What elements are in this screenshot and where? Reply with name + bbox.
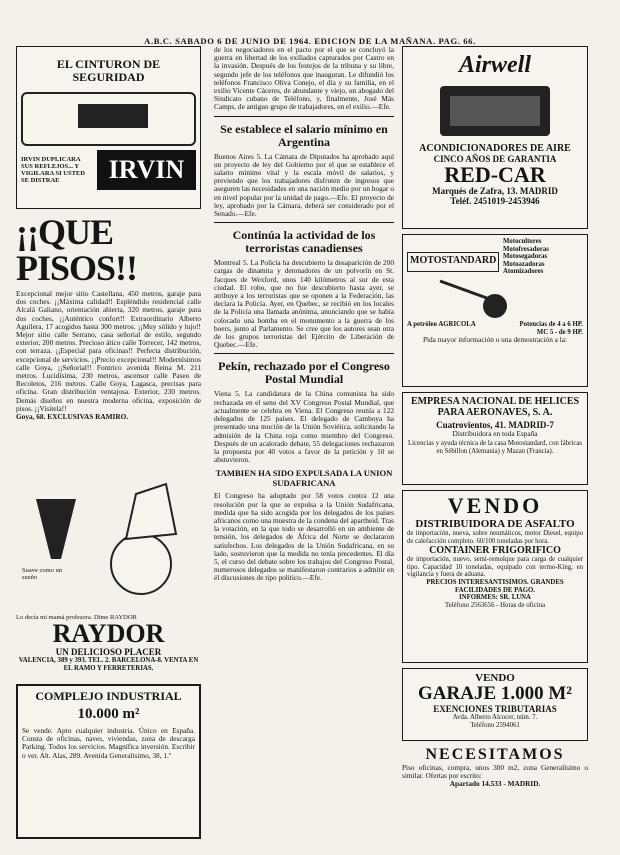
garaje-ad — [402, 668, 588, 741]
raydor-brand: RAYDOR — [52, 619, 165, 648]
column-right — [402, 46, 588, 851]
header-line: A.B.C. SABADO 6 DE JUNIO DE 1964. EDICION DE LA MAÑANA. PAG. 66. — [144, 36, 476, 46]
article-intro: de los negociadores en el pacto por el que se concluyó la guerra en libertad de los exiliados capturados por Castro en la invasión. Después de los festejos de la tribuna y su libre, segundo jefe de los teléfonos que inauguran. Le difundió los teléfonos Francisco Oliva Conejo, el día y su familia, en el exilio Vicente Cáceres, de abundante y viejo, un abogado del Sindicato cubano de Teléfono, y, finalmente, José Más Camps, de antiguo grupo de trabajadores, en el exilio.—Efe. — [214, 46, 394, 112]
raydor-ad — [16, 479, 201, 684]
vendo-title: VENDO — [447, 493, 543, 518]
vendo-container: CONTAINER FRIGORIFICO — [429, 545, 561, 557]
tractor-icon — [420, 276, 570, 321]
vendo-body: de importación, nueva, sobre neumáticos, motor Diesel, equipo de calefacción completo. 60/100 toneladas por hora. — [407, 530, 583, 545]
complejo-body: Se vende. Apto cualquier industria. Único en España. Consta de oficinas, naves, viviendas, zona de descarga Parking. Todos los servicios. Magnífica inversión. Escribir o ver. Alt. Alas, 289. Avenida Generalísimo, 38, 1.º — [22, 726, 195, 760]
helices-sub: Distribuidora en toda España — [452, 429, 538, 438]
pisos-body: Excepcional mejor sitio Castellana, 450 metros, garaje para dos coches. ¡¡Máxima calidad!! Espléndido residencial calle Alcalá Galiano, orientación abierta, 320 metros, garaje para dos coches, ¡¡Auténtico confort!! Extraordinario Alberto Aguilera, 17 acogidos hasta 300 metros. ¡¡Muy sólido y lujo!! Mejor sitio calle Serrano, casa señorial de estilo, segundo exterior, 200 metros. Precioso ático calle Torrecer, 142 metros, con terraza. ¡¡Especial para oficinas!! Perfecta distribución, excepcional de servicios. ¡¡Precio excepcional!! Modernísimos calle Goya, ¡¡Señorial!! Fontrico avenida Reina M. 211 metros. Lucidísima, 230 metros, ascensor calle Paseo de Recoletos, 216 metros. Calle Goya, Lagasca, precisas para oficina. Gran distribución ventajosa. Exterior, 230 metros. Demás diseños en nuestra moderna oficina, exposición de pisos. ¡¡Visítela!! — [16, 289, 201, 413]
airwell-line1: ACONDICIONADORES DE AIRE — [419, 143, 571, 154]
vendo-phone: Teléfono 2563656 - Horas de oficina — [444, 601, 546, 609]
helices-title: EMPRESA NACIONAL DE HELICES PARA AERONAVES, S. A. — [410, 396, 580, 418]
article-pekin: Viena 5. La candidatura de la China comunista ha sido rechazada en el seno del XV Congreso Postal Mundial, que actualmente se celebra en Viena. El Congreso reunía a 122 delegados de 125 países. El delegado de Camboya ha presentado una moción de la Unión Soviética, solicitando la admisión de la China roja como miembro del Congreso. Después de un acalorado debate, 55 delegaciones rechazaron la propuesta por 40 votos a favor de la petición y 10 se abstuvieron. — [214, 389, 394, 465]
subhead-sudafrica: TAMBIEN HA SIDO EXPULSADA LA UNION SUDAFRICANA — [215, 468, 393, 489]
air-conditioner-icon — [435, 81, 555, 141]
helices-ad — [402, 392, 588, 485]
moto-brand: MOTOSTANDARD — [407, 252, 499, 272]
airwell-brand: Airwell — [458, 52, 531, 78]
article-sudafrica: El Congreso ha adoptado por 58 votos contra 12 una resolución por la que se expulsa a la Unión Sudafricana, medida que ha sido acogida por los delegados de los países africanos como una muestra de la condena del apartheid. Tras la votación, en la que todo se desarrolló en un ambiente de tensión, los delegados de África del Norte se declararon satisfechos. Los delegados de la Unión Sudafricana, en su lado, sostuvieron que la medida no tenía precedentes. El día 5, el curso del debate sobre los trabajos del Congreso Postal, numerosos delegados se manifestaron contrarios a admitir en él discusiones de tipo político.—Efe. — [214, 491, 394, 583]
headline-canada: Continúa la actividad de los terroristas canadienses — [232, 228, 376, 256]
raydor-sub: UN DELICIOSO PLACER — [55, 647, 162, 657]
vendo-info: INFORMES: SR. LUNA — [459, 594, 531, 602]
column-left — [16, 46, 201, 851]
redcar-brand: RED-CAR — [444, 162, 546, 187]
pisos-ad — [16, 214, 201, 479]
rule — [214, 353, 394, 354]
moto-left: A petróleo AGRICOLA — [407, 320, 476, 328]
motostandard-ad — [402, 234, 588, 387]
lamp-icon — [36, 499, 76, 559]
moto-item: Motosegadoras — [503, 253, 548, 261]
article-canada: Montreal 5. La Policía ha descubierto la desaparición de 200 cargas de dinamita y detonadores de un polvorín en St. Jacques de Wexford, unos 140 kilómetros al sur de esta ciudad. El robo, que no fue descubierto hasta ayer, se atribuye a los terroristas que se oponen a la Federación, las declara la Policía. Ayer, en Quebec, se recibió en los locales de la Policía una llamada anónima, anunciando que se había colocado una bomba en el monumento a la guerra de los boers, junto al Parlamento. Se cree que los autores sean otra de los grupos terroristas del Ejército de Liberación de Quebec.—Efe. — [214, 258, 394, 350]
airwell-ad — [402, 46, 588, 229]
moto-items — [503, 238, 583, 276]
cinturon-text: IRVIN DUPLICARA SUS REFLEJOS... Y VIGILARA SI USTED SE DISTRAE — [21, 156, 85, 184]
raydor-tagline: Lo decía mi mamá profesora. Dime RAYDOR — [16, 614, 137, 621]
complejo-ad — [16, 684, 201, 839]
raydor-address: VALENCIA, 389 y 393. TEL. 2. BARCELONA-8. VENTA EN EL RAMO Y FERRETERIAS. — [18, 657, 199, 672]
moto-item: Motofresadoras — [503, 245, 549, 253]
moto-right: Potencias de 4 a 6 HP. MC 5 - de 9 HP. — [519, 320, 583, 336]
face-icon — [111, 534, 171, 594]
irvin-logo: IRVIN — [97, 150, 196, 190]
hat-icon — [126, 484, 176, 539]
moto-item: Motoazadoras — [503, 260, 545, 268]
necesitamos-body: Piso oficinas, compra, unos 300 m2, zona Generalísimo o similar. Ofertas por escrito: — [402, 763, 588, 781]
moto-middle — [407, 321, 583, 336]
garaje-title: GARAJE 1.000 M² — [418, 683, 572, 704]
rule — [214, 222, 394, 223]
complejo-size: 10.000 m² — [77, 706, 140, 722]
belt-illustration — [21, 92, 196, 146]
raydor-caption: Suave como un sueño — [22, 567, 63, 581]
buckle-icon — [78, 104, 148, 128]
raydor-illustration — [16, 479, 201, 609]
vendo-prices: PRECIOS INTERESANTISIMOS. GRANDES FACILIDADES DE PAGO. — [426, 578, 564, 594]
necesitamos-footer: Apartado 14.533 - MADRID. — [449, 779, 541, 789]
garaje-sub: EXENCIONES TRIBUTARIAS — [433, 704, 557, 714]
headline-pekin: Pekín, rechazado por el Congreso Postal Mundial — [218, 359, 390, 387]
moto-footer: Pida mayor información o una demostración a la: — [422, 335, 568, 345]
page-header — [0, 0, 620, 46]
moto-item: Atomizadores — [503, 268, 544, 276]
cinturon-ad — [16, 46, 201, 209]
necesitamos-title: NECESITAMOS — [425, 746, 565, 763]
article-argentina: Buenos Aires 5. La Cámara de Diputados ha aprobado aquí un proyecto de ley del Gobierno por el que se establece el salario mínimo vital y la escala móvil de salarios, y previendo que los trabajadores disfruten de ingresos que aseguren las necesidades en una nación medio por un hogar o en nivel popular por la unidad de pago.—Efe. El proyecto de ley, aprobado por la Cámara, deberá ser considerado por el Senado.—Efe. — [214, 151, 394, 219]
redcar-phone: Teléf. 2451019-2453946 — [450, 196, 540, 206]
moto-item: Motocultores — [503, 238, 542, 245]
pisos-headline: ¡¡QUE PISOS!! — [16, 214, 138, 288]
vendo-sub: DISTRIBUIDORA DE ASFALTO — [415, 518, 575, 530]
vendo-ad — [402, 490, 588, 663]
cinturon-footer — [21, 150, 196, 190]
column-center — [214, 46, 394, 851]
redcar-address: Marqués de Zafra, 13. MADRID — [432, 186, 558, 196]
cinturon-title: EL CINTURON DE SEGURIDAD — [56, 57, 161, 84]
moto-top — [407, 238, 583, 276]
garaje-address: Avda. Alberto Alcocer, núm. 7. — [452, 714, 538, 721]
rule — [214, 116, 394, 117]
vendo-body2: de importación, nuevo, semi-remolque para carga de cualquier tipo. Capacidad 10 toneladas, equipado con termo-King, en vigilancia y fuera de aduana. — [407, 556, 583, 579]
helices-address: Cuatrovientos, 41. MADRID-7 — [436, 420, 554, 430]
necesitamos-ad — [402, 746, 588, 826]
helices-note: Licencias y ayuda técnica de la casa Motostandard, con fábricas en Sébillon (Alemania) y Mazan (Francia). — [408, 440, 582, 455]
garaje-top: VENDO — [475, 672, 515, 684]
complejo-title: COMPLEJO INDUSTRIAL — [35, 689, 182, 703]
garaje-phone: Teléfono 2594061 — [470, 721, 520, 729]
pisos-footer: Goya, 68. EXCLUSIVAS RAMIRO. — [16, 412, 129, 422]
airwell-line2: CINCO AÑOS DE GARANTIA — [433, 154, 557, 164]
headline-argentina: Se establece el salario mínimo en Argentina — [220, 121, 388, 149]
